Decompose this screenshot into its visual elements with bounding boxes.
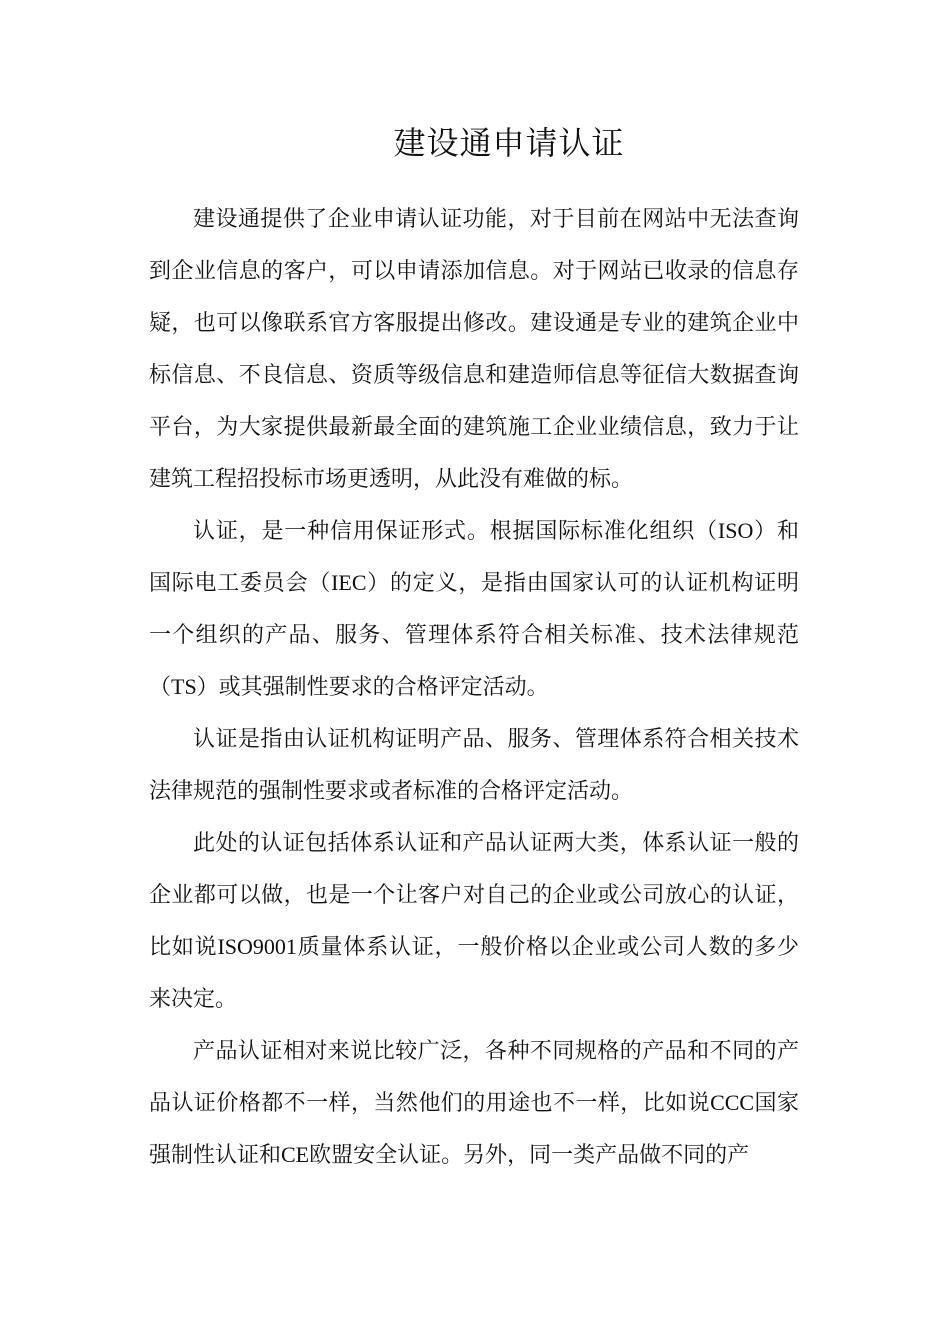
document-title: 建设通申请认证 — [393, 125, 625, 161]
paragraph-2: 认证，是一种信用保证形式。根据国际标准化组织（ISO）和国际电工委员会（IEC）的定义，是指由国家认可的认证机构证明一个组织的产品、服务、管理体系符合相关标准、技术法律规范（TS）或其强制性要求的合格评定活动。 — [149, 518, 799, 699]
paragraph-3: 认证是指由认证机构证明产品、服务、管理体系符合相关技术法律规范的强制性要求或者标准的合格评定活动。 — [149, 726, 799, 803]
document-body — [149, 193, 799, 1181]
paragraph-5: 产品认证相对来说比较广泛，各种不同规格的产品和不同的产品认证价格都不一样，当然他们的用途也不一样，比如说CCC国家强制性认证和CE欧盟安全认证。另外，同一类产品做不同的产 — [149, 1038, 799, 1167]
paragraph-1: 建设通提供了企业申请认证功能，对于目前在网站中无法查询到企业信息的客户，可以申请添加信息。对于网站已收录的信息存疑，也可以像联系官方客服提出修改。建设通是专业的建筑企业中标信息、不良信息、资质等级信息和建造师信息等征信大数据查询平台，为大家提供最新最全面的建筑施工企业业绩信息，致力于让建筑工程招投标市场更透明，从此没有难做的标。 — [149, 206, 799, 491]
paragraph-4: 此处的认证包括体系认证和产品认证两大类，体系认证一般的企业都可以做，也是一个让客户对自己的企业或公司放心的认证，比如说ISO9001质量体系认证，一般价格以企业或公司人数的多少来决定。 — [149, 830, 799, 1011]
